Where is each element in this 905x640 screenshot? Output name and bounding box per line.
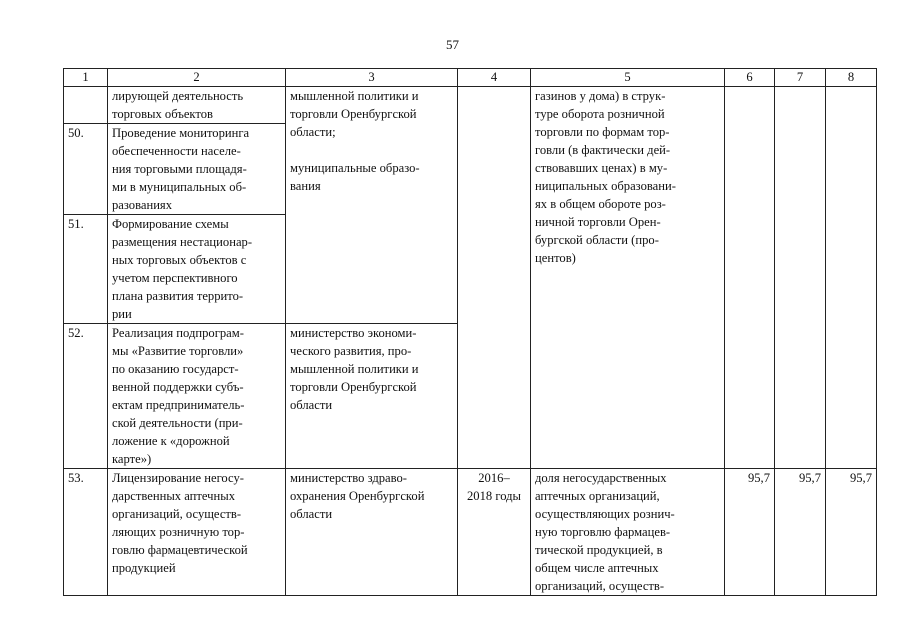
table-row: [64, 87, 877, 124]
indicator-cell: доля негосударственных аптечных организаций, осуществляющих рознич- ную торговлю фармацев- тической продукцией, в общем числе аптечных организаций, осуществ-: [531, 469, 725, 596]
header-cell: 1: [64, 69, 108, 87]
term-cell: [458, 87, 531, 469]
page-number: 57: [446, 37, 459, 52]
header-cell: 7: [775, 69, 826, 87]
measure-cell: Проведение мониторинга обеспеченности населе- ния торговыми площадя- ми в муниципальных об- разованиях: [108, 124, 286, 215]
header-cell: 2: [108, 69, 286, 87]
value-cell: [826, 87, 877, 469]
header-cell: 6: [725, 69, 775, 87]
value-cell: [725, 87, 775, 469]
table-row: [64, 469, 877, 596]
header-cell: 8: [826, 69, 877, 87]
row-number: [64, 87, 108, 124]
row-number: 53.: [64, 469, 108, 596]
row-number: 51.: [64, 215, 108, 324]
value-cell: 95,7: [826, 469, 877, 596]
value-cell: 95,7: [725, 469, 775, 596]
measure-cell: Формирование схемы размещения нестационар- ных торговых объектов с учетом перспективного плана развития террито- рии: [108, 215, 286, 324]
header-cell: 3: [286, 69, 458, 87]
value-cell: 95,7: [775, 469, 826, 596]
value-cell: [775, 87, 826, 469]
term-cell: 2016– 2018 годы: [458, 469, 531, 596]
measures-table: [63, 68, 877, 596]
measure-cell: Реализация подпрограм- мы «Развитие торговли» по оказанию государст- венной поддержки субъ- ектам предприниматель- ской деятельности (при- ложение к «дорожной карте»): [108, 324, 286, 469]
executor-cell: министерство экономи- ческого развития, про- мышленной политики и торговли Оренбургской области: [286, 324, 458, 469]
header-row: [64, 69, 877, 87]
executor-cell: мышленной политики и торговли Оренбургской области; муниципальные образо- вания: [286, 87, 458, 324]
indicator-cell: газинов у дома) в струк- туре оборота розничной торговли по формам тор- говли (в фактически дей- ствовавших ценах) в му- ниципальных образовани- ях в общем обороте роз- ничной торговли Орен- бургской области (про- центов): [531, 87, 725, 469]
executor-cell: министерство здраво- охранения Оренбургской области: [286, 469, 458, 596]
measure-cell: Лицензирование негосу- дарственных аптечных организаций, осуществ- ляющих розничную тор- говлю фармацевтической продукцией: [108, 469, 286, 596]
row-number: 52.: [64, 324, 108, 469]
row-number: 50.: [64, 124, 108, 215]
measure-cell: лирующей деятельность торговых объектов: [108, 87, 286, 124]
header-cell: 4: [458, 69, 531, 87]
header-cell: 5: [531, 69, 725, 87]
